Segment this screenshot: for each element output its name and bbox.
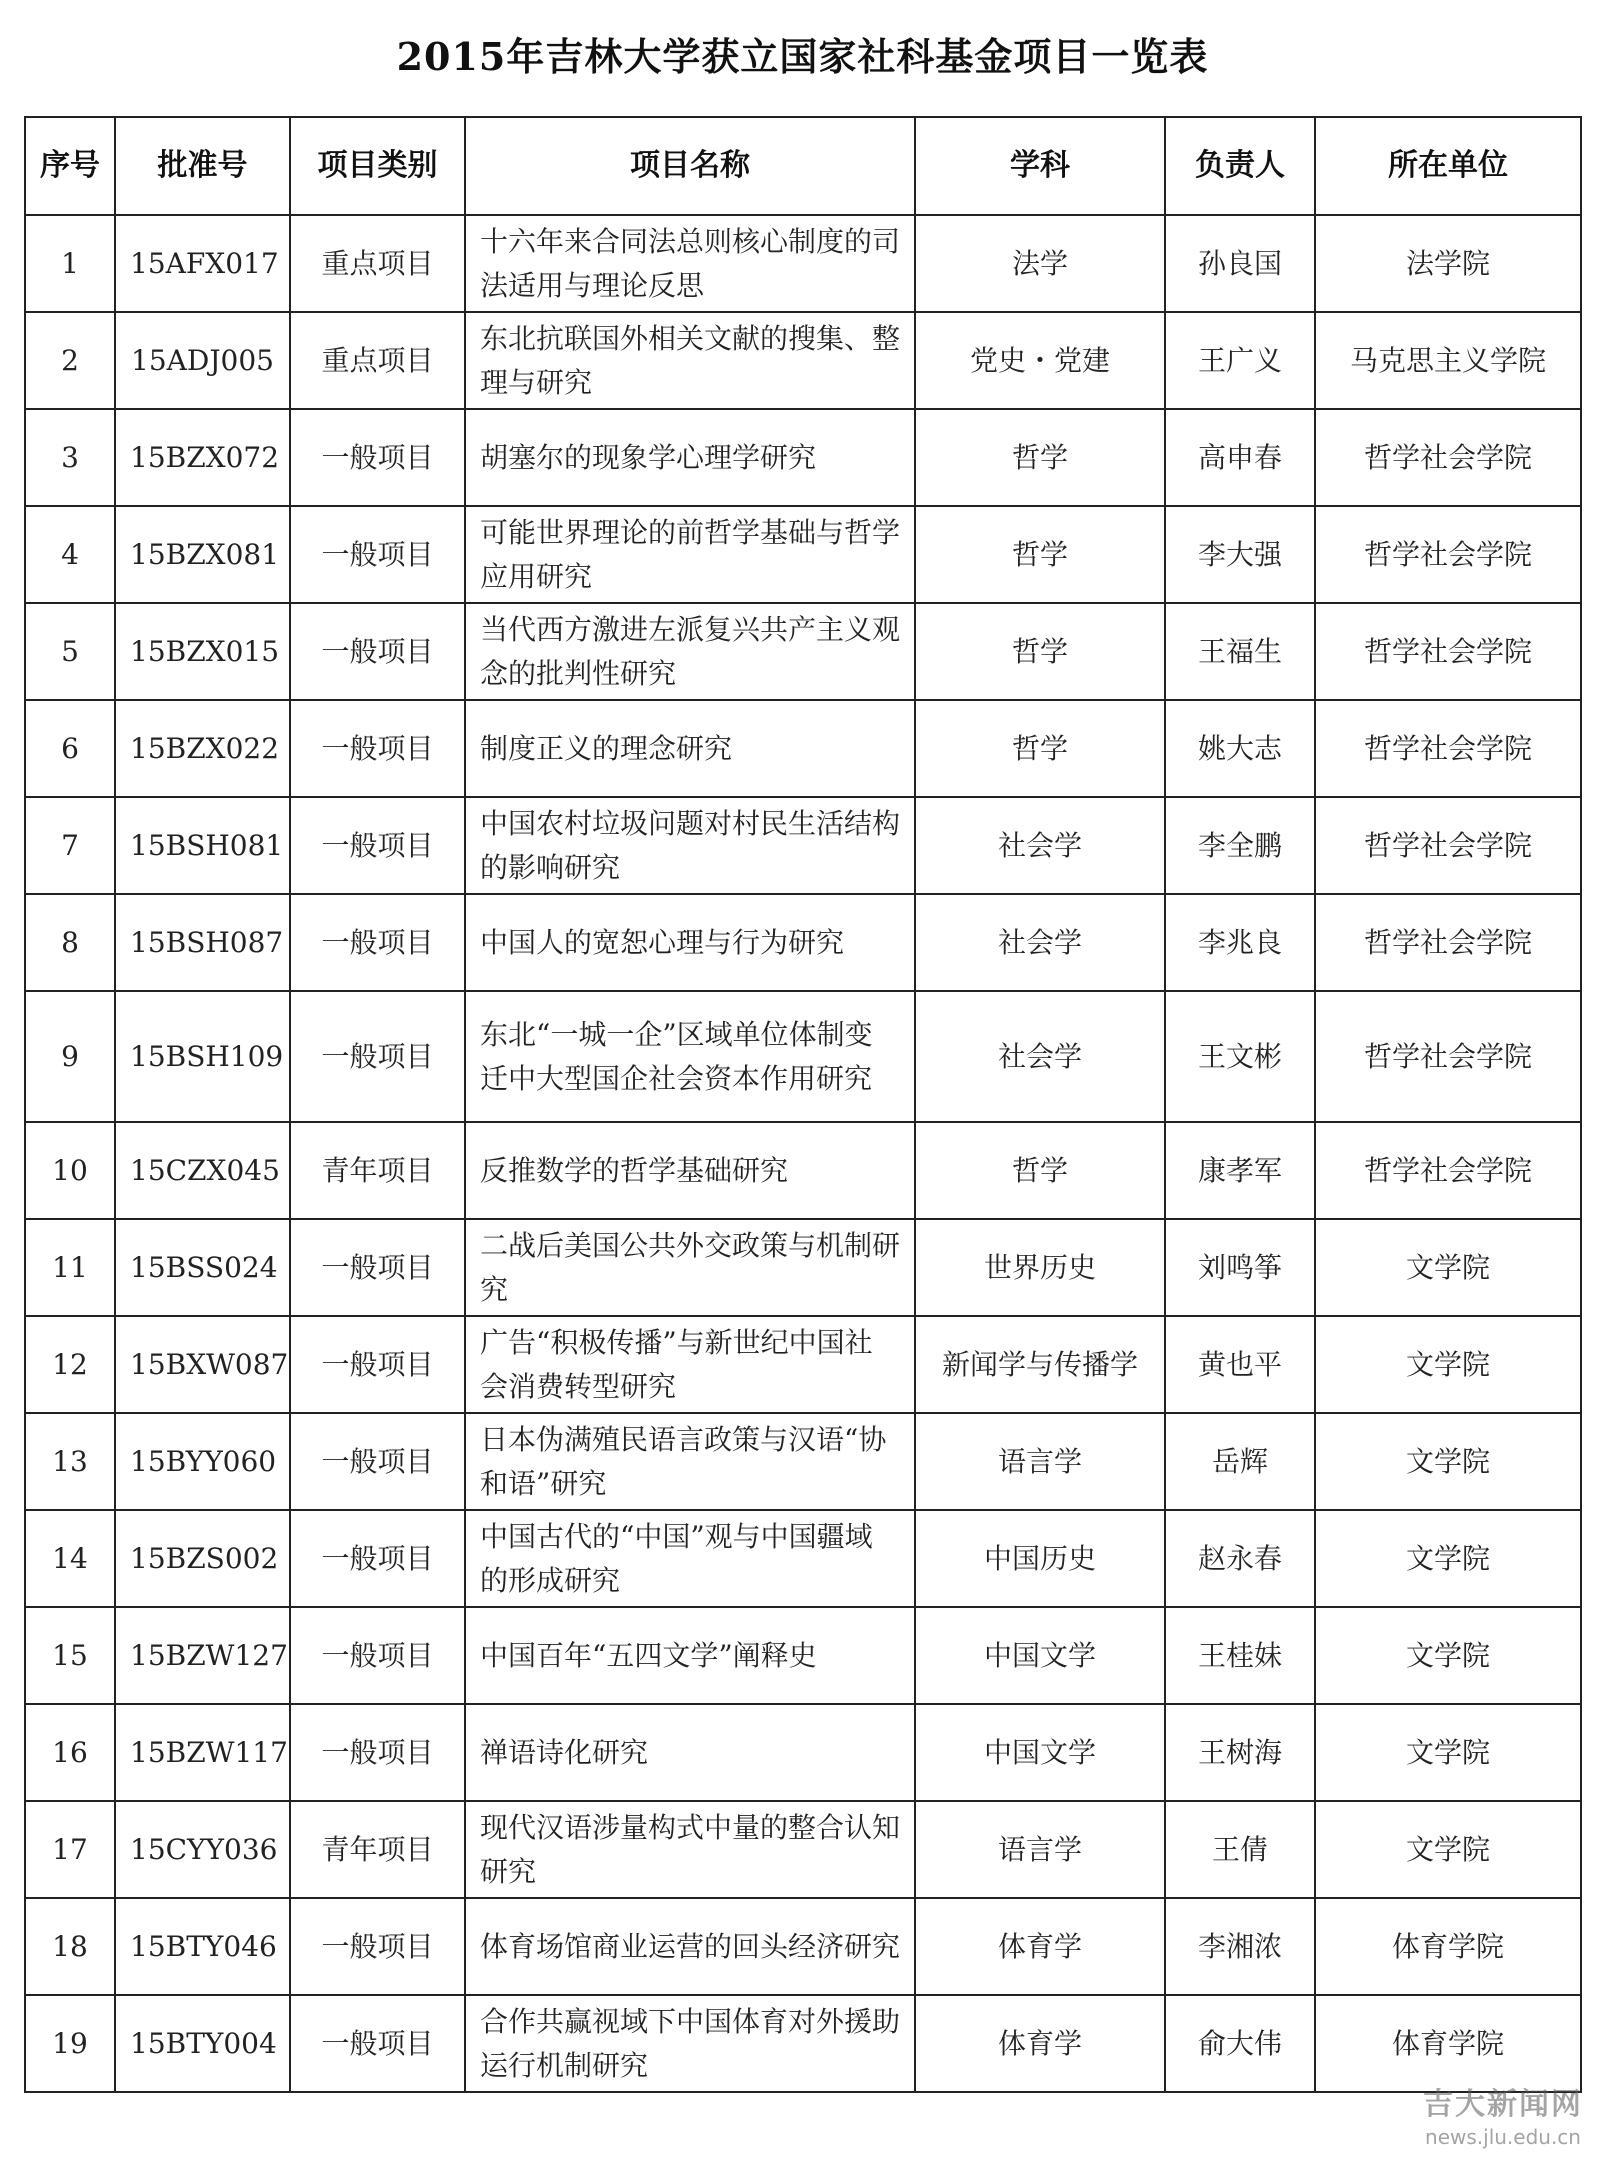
- project-leader-cell: 岳辉: [1165, 1413, 1315, 1510]
- row-number-cell: 14: [25, 1510, 115, 1607]
- project-name-cell: 合作共赢视域下中国体育对外援助运行机制研究: [465, 1995, 915, 2092]
- watermark: [1423, 2079, 1583, 2149]
- project-leader-cell: 姚大志: [1165, 700, 1315, 797]
- approval-code-cell: 15BZW117: [115, 1704, 290, 1801]
- unit-cell: 文学院: [1315, 1801, 1581, 1898]
- approval-code-cell: 15CYY036: [115, 1801, 290, 1898]
- project-type-cell: 一般项目: [290, 506, 465, 603]
- approval-code-cell: 15BZX081: [115, 506, 290, 603]
- subject-cell: 哲学: [915, 603, 1165, 700]
- project-leader-cell: 王文彬: [1165, 991, 1315, 1122]
- project-type-cell: 一般项目: [290, 797, 465, 894]
- project-leader-cell: 李兆良: [1165, 894, 1315, 991]
- project-type-cell: 重点项目: [290, 312, 465, 409]
- subject-cell: 社会学: [915, 991, 1165, 1122]
- row-number-cell: 13: [25, 1413, 115, 1510]
- row-number-cell: 2: [25, 312, 115, 409]
- project-name-cell: 反推数学的哲学基础研究: [465, 1122, 915, 1219]
- approval-code-cell: 15BTY046: [115, 1898, 290, 1995]
- subject-cell: 党史・党建: [915, 312, 1165, 409]
- approval-code-cell: 15BZX022: [115, 700, 290, 797]
- project-name-cell: 制度正义的理念研究: [465, 700, 915, 797]
- project-name-cell: 十六年来合同法总则核心制度的司法适用与理论反思: [465, 215, 915, 312]
- project-leader-cell: 俞大伟: [1165, 1995, 1315, 2092]
- watermark-url: news.jlu.edu.cn: [1425, 2125, 1581, 2149]
- approval-code-cell: 15BZX015: [115, 603, 290, 700]
- table-row: [25, 1995, 1581, 2092]
- subject-cell: 中国文学: [915, 1704, 1165, 1801]
- table-row: [25, 1219, 1581, 1316]
- unit-cell: 哲学社会学院: [1315, 700, 1581, 797]
- header-code: 批准号: [115, 117, 290, 215]
- subject-cell: 哲学: [915, 409, 1165, 506]
- project-name-cell: 中国人的宽恕心理与行为研究: [465, 894, 915, 991]
- page-title: 2015年吉林大学获立国家社科基金项目一览表: [396, 34, 1209, 79]
- approval-code-cell: 15BZS002: [115, 1510, 290, 1607]
- table-row: [25, 1607, 1581, 1704]
- approval-code-cell: 15BZX072: [115, 409, 290, 506]
- approval-code-cell: 15BSH109: [115, 991, 290, 1122]
- table-row: [25, 409, 1581, 506]
- approval-code-cell: 15BSH081: [115, 797, 290, 894]
- table-row: [25, 700, 1581, 797]
- row-number-cell: 8: [25, 894, 115, 991]
- unit-cell: 哲学社会学院: [1315, 409, 1581, 506]
- approval-code-cell: 15BZW127: [115, 1607, 290, 1704]
- table-row: [25, 1413, 1581, 1510]
- row-number-cell: 9: [25, 991, 115, 1122]
- subject-cell: 语言学: [915, 1801, 1165, 1898]
- project-leader-cell: 王树海: [1165, 1704, 1315, 1801]
- table-row: [25, 991, 1581, 1122]
- table-row: [25, 894, 1581, 991]
- unit-cell: 哲学社会学院: [1315, 506, 1581, 603]
- header-type: 项目类别: [290, 117, 465, 215]
- subject-cell: 哲学: [915, 506, 1165, 603]
- project-name-cell: 当代西方激进左派复兴共产主义观念的批判性研究: [465, 603, 915, 700]
- subject-cell: 语言学: [915, 1413, 1165, 1510]
- subject-cell: 体育学: [915, 1898, 1165, 1995]
- unit-cell: 体育学院: [1315, 1995, 1581, 2092]
- project-name-cell: 体育场馆商业运营的回头经济研究: [465, 1898, 915, 1995]
- header-seq: 序号: [25, 117, 115, 215]
- project-type-cell: 一般项目: [290, 409, 465, 506]
- subject-cell: 世界历史: [915, 1219, 1165, 1316]
- project-name-cell: 现代汉语涉量构式中量的整合认知研究: [465, 1801, 915, 1898]
- row-number-cell: 12: [25, 1316, 115, 1413]
- unit-cell: 体育学院: [1315, 1898, 1581, 1995]
- project-name-cell: 胡塞尔的现象学心理学研究: [465, 409, 915, 506]
- project-type-cell: 一般项目: [290, 1510, 465, 1607]
- project-leader-cell: 李全鹏: [1165, 797, 1315, 894]
- unit-cell: 法学院: [1315, 215, 1581, 312]
- subject-cell: 社会学: [915, 797, 1165, 894]
- project-type-cell: 一般项目: [290, 991, 465, 1122]
- unit-cell: 文学院: [1315, 1316, 1581, 1413]
- row-number-cell: 5: [25, 603, 115, 700]
- unit-cell: 文学院: [1315, 1413, 1581, 1510]
- approval-code-cell: 15BXW087: [115, 1316, 290, 1413]
- project-leader-cell: 赵永春: [1165, 1510, 1315, 1607]
- approval-code-cell: 15BTY004: [115, 1995, 290, 2092]
- project-name-cell: 日本伪满殖民语言政策与汉语“协和语”研究: [465, 1413, 915, 1510]
- project-name-cell: 可能世界理论的前哲学基础与哲学应用研究: [465, 506, 915, 603]
- header-unit: 所在单位: [1315, 117, 1581, 215]
- approval-code-cell: 15AFX017: [115, 215, 290, 312]
- table-row: [25, 312, 1581, 409]
- approval-code-cell: 15BSH087: [115, 894, 290, 991]
- project-leader-cell: 黄也平: [1165, 1316, 1315, 1413]
- project-type-cell: 青年项目: [290, 1801, 465, 1898]
- project-type-cell: 一般项目: [290, 1607, 465, 1704]
- approval-code-cell: 15CZX045: [115, 1122, 290, 1219]
- row-number-cell: 10: [25, 1122, 115, 1219]
- table-row: [25, 1704, 1581, 1801]
- subject-cell: 社会学: [915, 894, 1165, 991]
- project-leader-cell: 高申春: [1165, 409, 1315, 506]
- subject-cell: 中国文学: [915, 1607, 1165, 1704]
- subject-cell: 新闻学与传播学: [915, 1316, 1165, 1413]
- project-name-cell: 二战后美国公共外交政策与机制研究: [465, 1219, 915, 1316]
- table-row: [25, 1122, 1581, 1219]
- project-type-cell: 一般项目: [290, 1316, 465, 1413]
- subject-cell: 体育学: [915, 1995, 1165, 2092]
- project-type-cell: 一般项目: [290, 1995, 465, 2092]
- header-name: 项目名称: [465, 117, 915, 215]
- row-number-cell: 4: [25, 506, 115, 603]
- project-leader-cell: 孙良国: [1165, 215, 1315, 312]
- project-type-cell: 一般项目: [290, 603, 465, 700]
- unit-cell: 马克思主义学院: [1315, 312, 1581, 409]
- header-subject: 学科: [915, 117, 1165, 215]
- row-number-cell: 1: [25, 215, 115, 312]
- project-leader-cell: 康孝军: [1165, 1122, 1315, 1219]
- subject-cell: 中国历史: [915, 1510, 1165, 1607]
- project-type-cell: 一般项目: [290, 894, 465, 991]
- table-row: [25, 506, 1581, 603]
- unit-cell: 文学院: [1315, 1510, 1581, 1607]
- table-row: [25, 1316, 1581, 1413]
- row-number-cell: 3: [25, 409, 115, 506]
- approval-code-cell: 15ADJ005: [115, 312, 290, 409]
- subject-cell: 哲学: [915, 1122, 1165, 1219]
- table-row: [25, 797, 1581, 894]
- row-number-cell: 7: [25, 797, 115, 894]
- project-leader-cell: 王广义: [1165, 312, 1315, 409]
- project-name-cell: 东北抗联国外相关文献的搜集、整理与研究: [465, 312, 915, 409]
- project-name-cell: 禅语诗化研究: [465, 1704, 915, 1801]
- unit-cell: 文学院: [1315, 1607, 1581, 1704]
- table-row: [25, 1801, 1581, 1898]
- row-number-cell: 19: [25, 1995, 115, 2092]
- approval-code-cell: 15BSS024: [115, 1219, 290, 1316]
- row-number-cell: 17: [25, 1801, 115, 1898]
- project-leader-cell: 王桂妹: [1165, 1607, 1315, 1704]
- project-type-cell: 一般项目: [290, 1219, 465, 1316]
- row-number-cell: 11: [25, 1219, 115, 1316]
- project-type-cell: 一般项目: [290, 1898, 465, 1995]
- header-leader: 负责人: [1165, 117, 1315, 215]
- project-name-cell: 东北“一城一企”区域单位体制变迁中大型国企社会资本作用研究: [465, 991, 915, 1122]
- project-name-cell: 中国百年“五四文学”阐释史: [465, 1607, 915, 1704]
- project-type-cell: 一般项目: [290, 700, 465, 797]
- project-type-cell: 重点项目: [290, 215, 465, 312]
- watermark-name: 吉大新闻网: [1423, 2087, 1583, 2122]
- row-number-cell: 18: [25, 1898, 115, 1995]
- unit-cell: 哲学社会学院: [1315, 894, 1581, 991]
- subject-cell: 法学: [915, 215, 1165, 312]
- project-name-cell: 中国农村垃圾问题对村民生活结构的影响研究: [465, 797, 915, 894]
- header-row: [25, 117, 1581, 215]
- projects-table: [24, 116, 1582, 2093]
- unit-cell: 文学院: [1315, 1219, 1581, 1316]
- table-row: [25, 215, 1581, 312]
- project-leader-cell: 王福生: [1165, 603, 1315, 700]
- unit-cell: 哲学社会学院: [1315, 1122, 1581, 1219]
- project-leader-cell: 李大强: [1165, 506, 1315, 603]
- project-name-cell: 广告“积极传播”与新世纪中国社会消费转型研究: [465, 1316, 915, 1413]
- project-leader-cell: 王倩: [1165, 1801, 1315, 1898]
- project-leader-cell: 李湘浓: [1165, 1898, 1315, 1995]
- project-type-cell: 青年项目: [290, 1122, 465, 1219]
- table-row: [25, 1898, 1581, 1995]
- approval-code-cell: 15BYY060: [115, 1413, 290, 1510]
- table-row: [25, 1510, 1581, 1607]
- project-name-cell: 中国古代的“中国”观与中国疆域的形成研究: [465, 1510, 915, 1607]
- unit-cell: 文学院: [1315, 1704, 1581, 1801]
- project-type-cell: 一般项目: [290, 1413, 465, 1510]
- row-number-cell: 16: [25, 1704, 115, 1801]
- row-number-cell: 6: [25, 700, 115, 797]
- unit-cell: 哲学社会学院: [1315, 991, 1581, 1122]
- project-leader-cell: 刘鸣筝: [1165, 1219, 1315, 1316]
- table-row: [25, 603, 1581, 700]
- unit-cell: 哲学社会学院: [1315, 797, 1581, 894]
- row-number-cell: 15: [25, 1607, 115, 1704]
- subject-cell: 哲学: [915, 700, 1165, 797]
- project-type-cell: 一般项目: [290, 1704, 465, 1801]
- unit-cell: 哲学社会学院: [1315, 603, 1581, 700]
